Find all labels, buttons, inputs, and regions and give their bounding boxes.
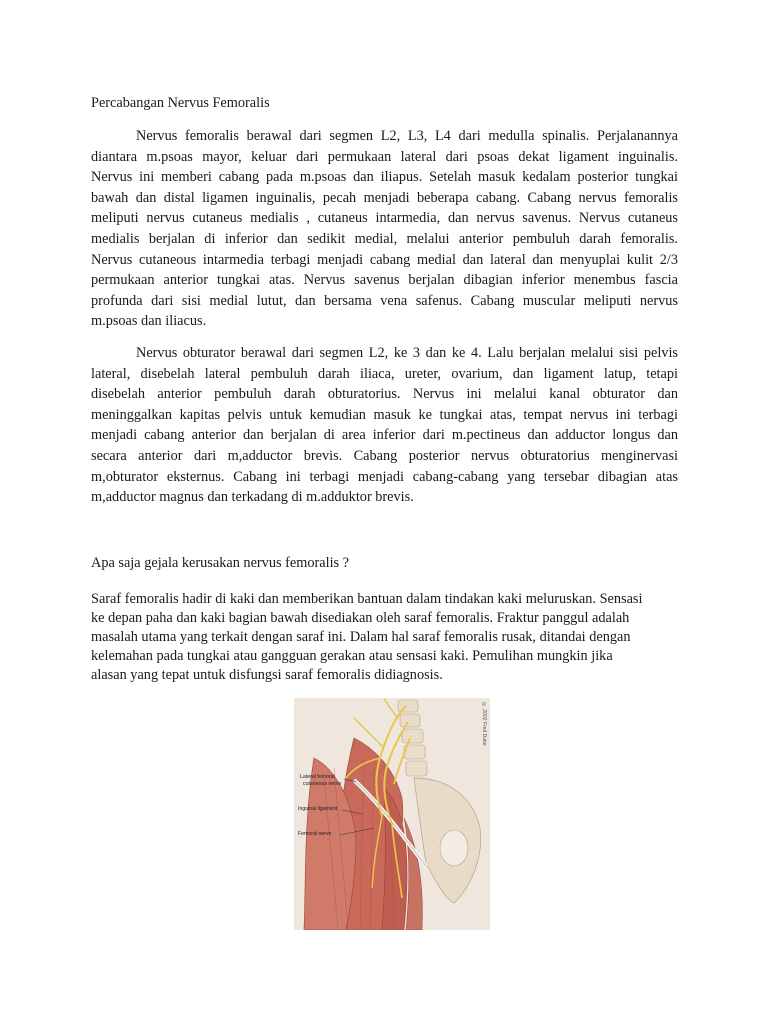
text-line: profunda dari sisi medial lutut, dan bersama vena safenus. Cabang muscular meliputi nervus	[91, 292, 678, 309]
text-line: masalah utama yang terkait dengan saraf ini. Dalam hal saraf femoralis rusak, ditandai dengan	[91, 629, 631, 645]
femoral-nerve-illustration	[294, 698, 490, 930]
text-line: menjadi cabang anterior dan berjalan di area inferior dari m.pectineus dan adductor longus dan	[91, 427, 678, 444]
paragraph-obturator-nerve	[91, 343, 678, 508]
text-line-content: Nervus femoralis berawal dari segmen L2, L3, L4 dari medulla spinalis. Perjalanannya	[136, 128, 678, 144]
text-line: secara anterior dari m,adductor brevis. Cabang posterior nervus obturatorius menginervasi	[91, 447, 678, 464]
text-line: disebelah anterior pembuluh darah obturatorius. Nervus ini melalui kanal obturator dan	[91, 386, 678, 403]
text-line: Nervus cutaneous intarmedia terbagi menjadi cabang medial dan lateral dan menyuplai kulit 2/3	[91, 251, 678, 268]
label-femoral-nerve: Femoral nerve	[298, 831, 332, 837]
text-line: kelemahan pada tungkai atau gangguan gerakan atau sensasi kaki. Pemulihan mungkin jika	[91, 648, 613, 664]
text-line: alasan yang tepat untuk disfungsi saraf femoralis didiagnosis.	[91, 667, 443, 683]
text-line: m.psoas dan iliacus.	[91, 313, 207, 330]
text-line: lateral, disebelah lateral pembuluh darah iliaca, ureter, ovarium, dan ligament latup, tetapi	[91, 365, 678, 382]
text-line: meninggalkan kapitas pelvis untuk kemudian masuk ke tungkai atas, tempat nervus ini terbagi	[91, 406, 678, 423]
text-line: m,obturator eksternus. Cabang ini terbagi menjadi cabang-cabang yang tersebar dibagian atas	[91, 468, 678, 485]
label-inguinal-ligament: Inguinal ligament	[298, 806, 338, 812]
text-line: meliputi nervus cutaneus medialis , cutaneus intarmedia, dan nervus savenus. Nervus cutaneus	[91, 210, 678, 227]
anatomy-drawing	[294, 698, 490, 930]
text-line	[91, 126, 678, 147]
text-line: ke depan paha dan kaki bagian bawah disediakan oleh saraf femoralis. Fraktur panggul adalah	[91, 610, 630, 626]
text-line-content: Nervus obturator berawal dari segmen L2, ke 3 dan ke 4. Lalu berjalan melalui sisi pelvis	[136, 345, 678, 361]
question-heading: Apa saja gejala kerusakan nervus femoralis ?	[91, 555, 350, 571]
paragraph-femoral-branches	[91, 126, 678, 332]
figure-credit: © 2002 Fred Dube	[481, 702, 487, 746]
text-line: diantara m.psoas mayor, keluar dari permukaan lateral dari psoas dekat ligament inguinalis.	[91, 148, 678, 165]
text-line: Nervus ini memberi cabang pada m.psoas dan iliapus. Setelah masuk kedalam posterior tungkai	[91, 169, 678, 186]
paragraph-symptoms	[91, 590, 643, 685]
text-line	[91, 343, 678, 364]
text-line: bawah dan distal ligamen inguinalis, pecah menjadi beberapa cabang. Cabang nervus femoralis	[91, 189, 678, 206]
text-line: medialis berjalan di inferior dan sedikit medial, melalui anterior pembuluh darah femoralis.	[91, 230, 678, 247]
label-lateral-femoral: Lateral femoral	[300, 774, 335, 780]
label-cutaneous-nerve: cutaneous nerve	[303, 781, 342, 787]
text-line: m,adductor magnus dan terkadang di m.adduktor brevis.	[91, 489, 414, 506]
document-title: Percabangan Nervus Femoralis	[91, 95, 270, 111]
text-line: permukaan anterior tungkai atas. Nervus savenus berjalan dibagian inferior menembus fascia	[91, 272, 678, 289]
text-line: Saraf femoralis hadir di kaki dan memberikan bantuan dalam tindakan kaki meluruskan. Sensasi	[91, 591, 643, 607]
